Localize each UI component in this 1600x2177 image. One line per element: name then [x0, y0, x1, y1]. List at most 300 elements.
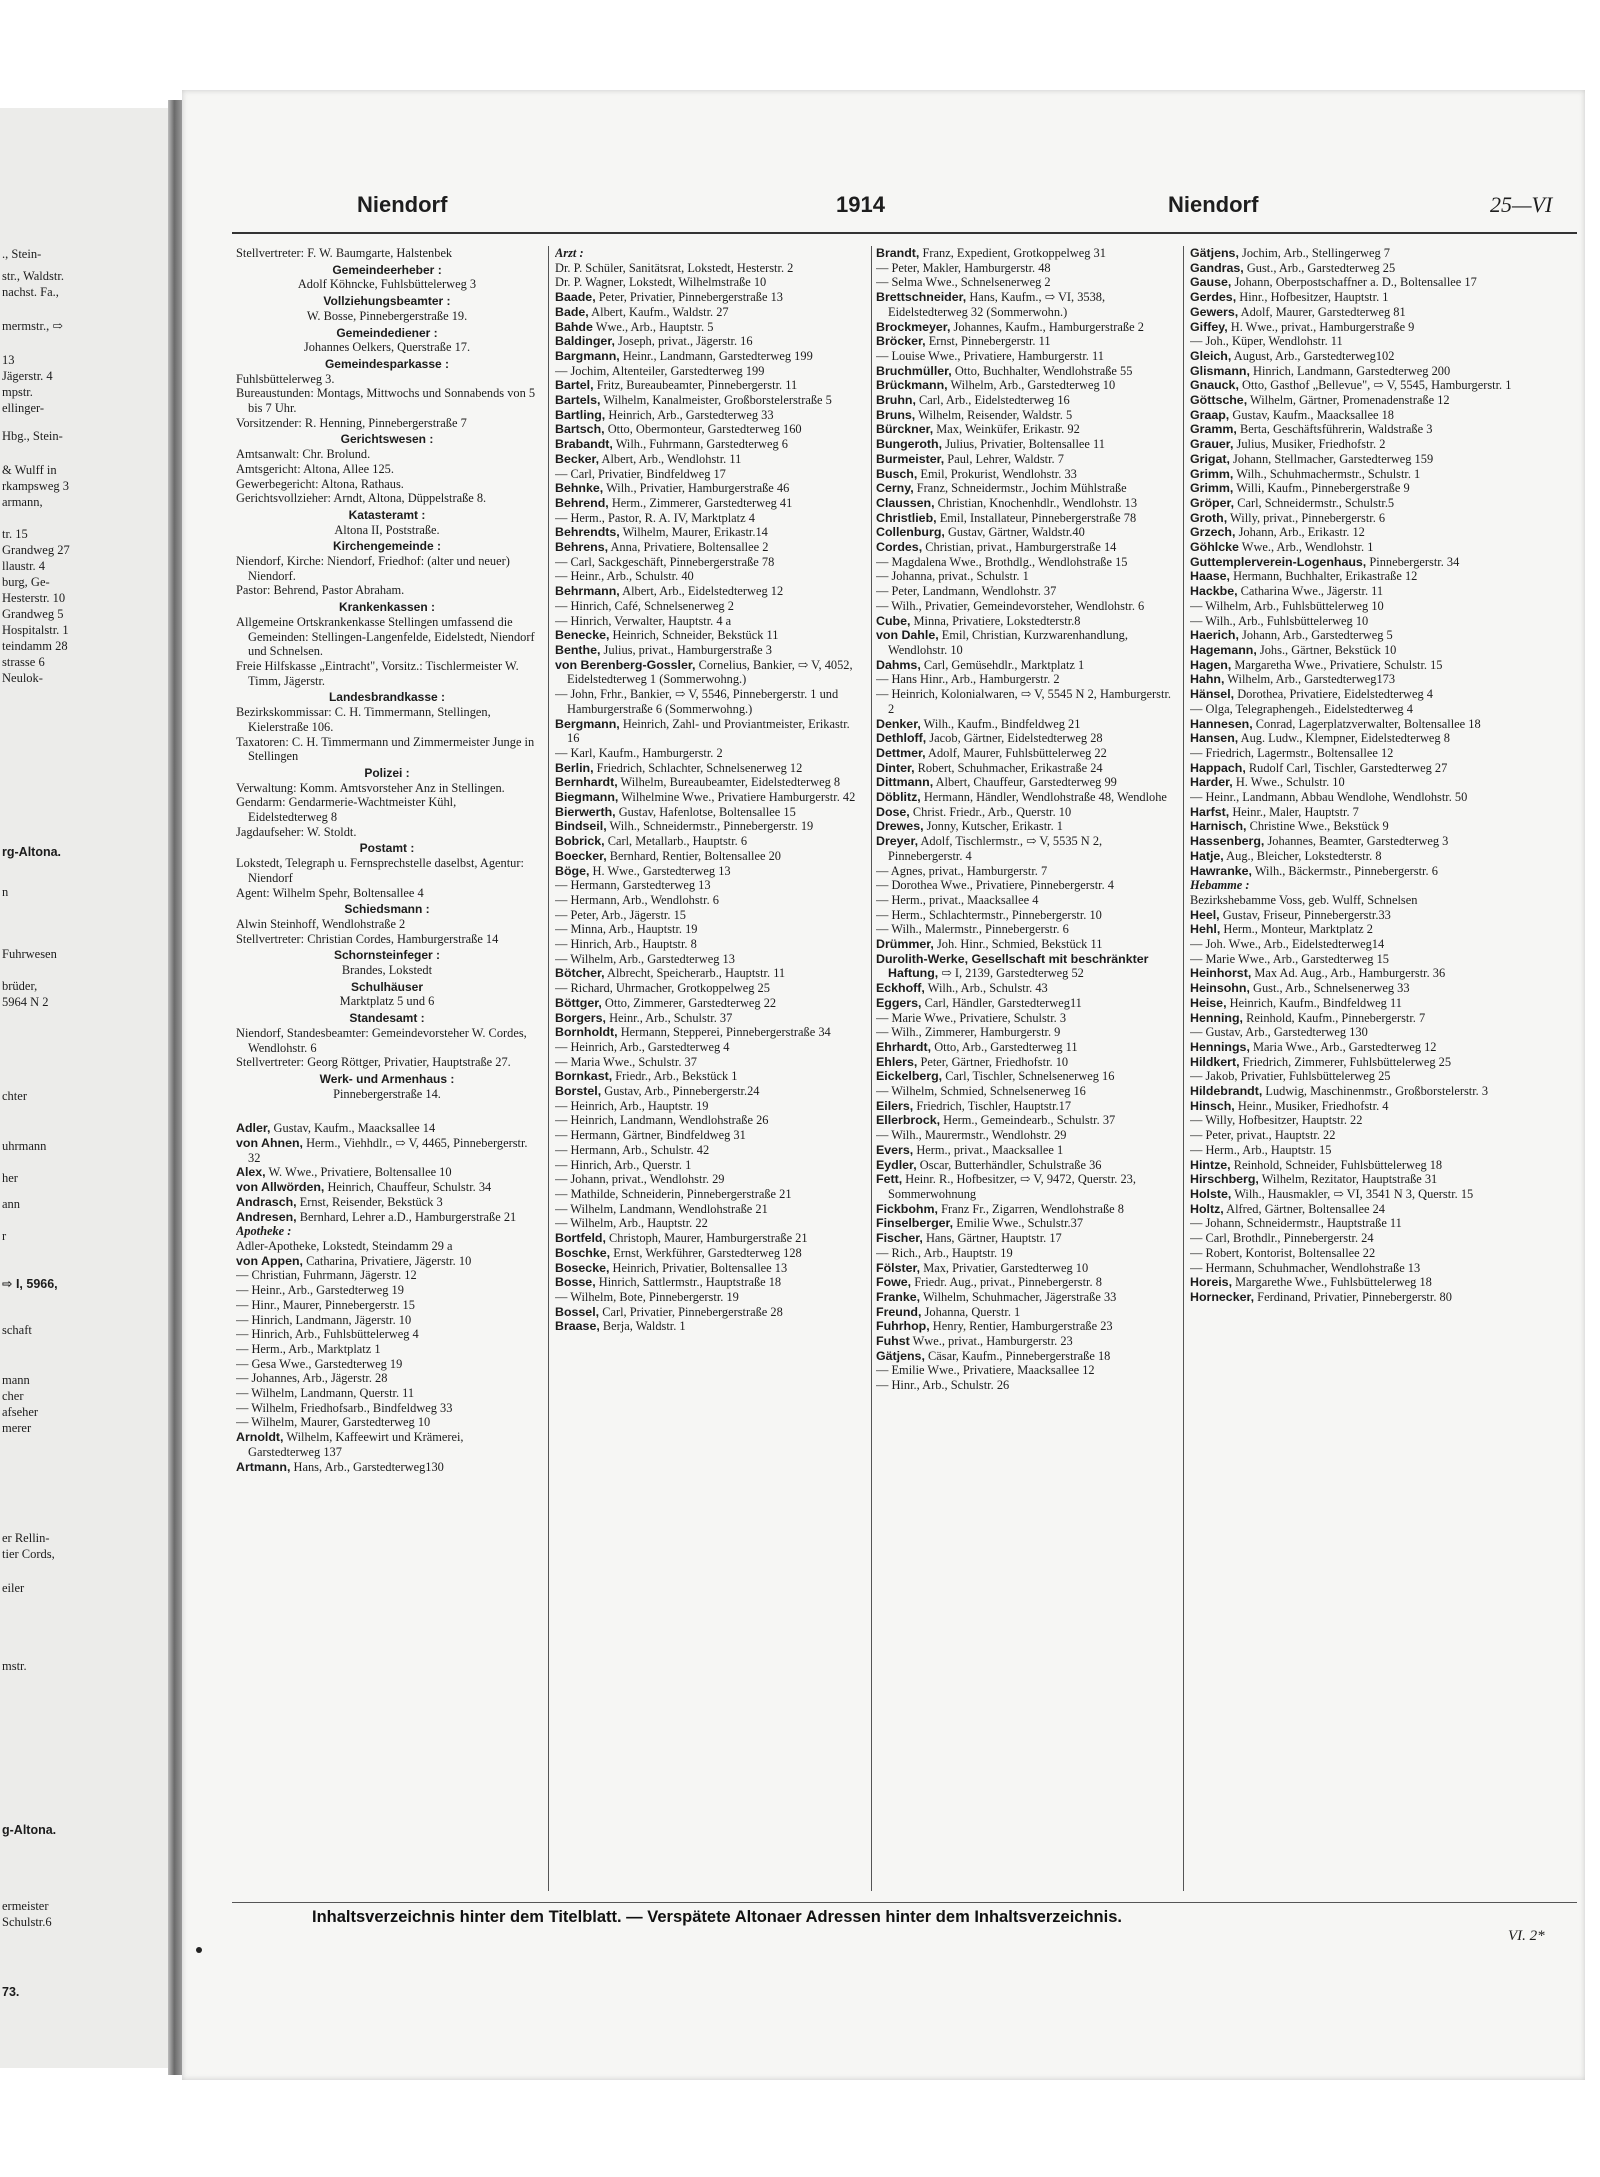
left-page-text: Schulstr.6	[2, 1915, 52, 1929]
left-page-text: & Wulff in	[2, 463, 57, 477]
directory-entry	[555, 937, 863, 952]
directory-entry	[1190, 1025, 1518, 1040]
entry-surname: Boecker,	[555, 848, 607, 863]
entry-text: — John, Frhr., Bankier, ⇨ V, 5546, Pinnebergerstr. 1 und Hamburgerstraße 6 (Sommerwohng.)	[555, 687, 839, 716]
directory-entry	[1190, 1084, 1518, 1099]
entry-surname: Haase,	[1190, 569, 1230, 584]
directory-entry	[555, 452, 863, 467]
directory-entry	[1190, 1172, 1518, 1187]
entry-text: — Heinr., Landmann, Abbau Wendlohe, Wendlohstr. 50	[1190, 790, 1468, 805]
entry-text: — Wilh., Zimmerer, Hamburgerstr. 9	[876, 1025, 1061, 1040]
entry-text: Wwe., Arb., Hauptstr. 5	[595, 319, 714, 334]
entry-surname: Hannesen,	[1190, 716, 1253, 731]
left-page-text: eiler	[2, 1581, 25, 1595]
entry-text: — Hinrich, Arb., Hauptstr. 8	[555, 937, 697, 952]
directory-entry	[876, 878, 1176, 893]
directory-entry	[876, 1128, 1176, 1143]
left-page-text: 13	[2, 353, 15, 367]
entry-surname: Glismann,	[1190, 363, 1250, 378]
directory-entry	[555, 981, 863, 996]
entry-surname: Braase,	[555, 1319, 600, 1334]
entry-text: Peter, Privatier, Pinnebergerstraße 13	[598, 290, 783, 305]
directory-entry	[555, 1246, 863, 1261]
entry-text: Herm., privat., Maacksallee 1	[916, 1142, 1064, 1157]
entry-surname: Bröcker,	[876, 334, 926, 349]
directory-entry	[555, 819, 863, 834]
directory-entry	[236, 386, 538, 415]
entry-surname: Bobrick,	[555, 834, 605, 849]
entry-text: Catharina Wwe., Jägerstr. 11	[1240, 584, 1384, 599]
directory-entry	[876, 981, 1176, 996]
directory-entry	[555, 525, 863, 540]
entry-surname: Bosecke,	[555, 1260, 610, 1275]
left-page-text: ⇨ I, 5966,	[2, 1277, 58, 1291]
directory-entry	[1190, 290, 1518, 305]
directory-entry	[876, 1069, 1176, 1084]
directory-entry	[236, 1386, 538, 1401]
directory-entry	[236, 1415, 538, 1430]
directory-entry	[555, 320, 863, 335]
entry-surname: Eckhoff,	[876, 981, 925, 996]
directory-entry	[1190, 702, 1518, 717]
directory-entry	[1190, 393, 1518, 408]
entry-surname: Hildkert,	[1190, 1054, 1240, 1069]
directory-entry	[555, 1202, 863, 1217]
entry-surname: Cordes,	[876, 540, 923, 555]
entry-surname: Haerich,	[1190, 628, 1239, 643]
directory-entry	[1190, 1011, 1518, 1026]
entry-surname: Borstel,	[555, 1084, 602, 1099]
directory-entry	[1190, 819, 1518, 834]
entry-surname: Benecke,	[555, 628, 610, 643]
entry-text: Herm., Monteur, Marktplatz 2	[1223, 922, 1373, 937]
entry-text: Wilhelm, Kanalmeister, Großborstelerstraße 5	[603, 393, 832, 408]
entry-surname: Brettschneider,	[876, 290, 967, 305]
entry-text: Hans, Kaufm., ⇨ VI, 3538, Eidelstedterweg 32 (Sommerwohn.)	[888, 290, 1106, 319]
directory-entry	[876, 349, 1176, 364]
left-page-text: tier Cords,	[2, 1547, 55, 1561]
entry-text: — Hermann, Arb., Wendlohstr. 6	[555, 892, 719, 907]
entry-surname: Hahn,	[1190, 672, 1225, 687]
entry-text: Wilhelm, Maurer, Erikastr.14	[622, 525, 768, 540]
directory-entry	[1190, 1099, 1518, 1114]
entry-text: — Heinrich, Kolonialwaren, ⇨ V, 5545 N 2, Hamburgerstr. 2	[876, 687, 1171, 716]
entry-text: Max, Privatier, Garstedterweg 10	[923, 1260, 1089, 1275]
directory-entry	[876, 467, 1176, 482]
section-heading	[236, 263, 538, 278]
entry-text: Gendarm: Gendarmerie-Wachtmeister Kühl, Eidelstedterweg 8	[236, 795, 457, 825]
directory-entry	[1190, 981, 1518, 996]
entry-text: Otto, Obermonteur, Garstedterweg 160	[607, 422, 802, 437]
left-page-text: schaft	[2, 1323, 32, 1337]
directory-entry	[555, 496, 863, 511]
left-page-text: Hesterstr. 10	[2, 591, 66, 605]
directory-entry	[1190, 261, 1518, 276]
directory-entry	[555, 511, 863, 526]
entry-text: — Heinrich, Arb., Hauptstr. 19	[555, 1098, 709, 1113]
entry-surname: Andrasch,	[236, 1194, 297, 1209]
left-page-text: llaustr. 4	[2, 559, 46, 573]
directory-entry	[1190, 496, 1518, 511]
directory-entry	[1190, 569, 1518, 584]
directory-entry	[555, 437, 863, 452]
directory-entry	[1190, 687, 1518, 702]
entry-surname: Adler,	[236, 1121, 271, 1136]
entry-surname: Harnisch,	[1190, 819, 1247, 834]
directory-entry	[555, 1231, 863, 1246]
entry-surname: Hirschberg,	[1190, 1172, 1259, 1187]
directory-entry	[876, 261, 1176, 276]
entry-text: Carl, Tischler, Schnelsenerweg 16	[945, 1069, 1115, 1084]
entry-text: — Louise Wwe., Privatiere, Hamburgerstr. 11	[876, 348, 1104, 363]
directory-entry	[1190, 349, 1518, 364]
entry-surname: Hornecker,	[1190, 1289, 1255, 1304]
entry-text: Christine Wwe., Bekstück 9	[1249, 819, 1389, 834]
directory-entry	[555, 717, 863, 746]
entry-text: Schornsteinfeger :	[333, 948, 441, 963]
directory-entry	[876, 246, 1176, 261]
directory-entry	[876, 393, 1176, 408]
directory-entry	[555, 746, 863, 761]
entry-text: Franz Fr., Zigarren, Wendlohstraße 8	[941, 1201, 1124, 1216]
entry-text: Friedrich, Zimmerer, Fuhlsbüttelerweg 25	[1242, 1054, 1452, 1069]
entry-text: — Selma Wwe., Schnelsenerweg 2	[876, 275, 1051, 290]
directory-entry	[876, 290, 1176, 319]
column-divider	[871, 246, 872, 1891]
directory-entry	[876, 1011, 1176, 1026]
entry-text: Wilhelm, Kaffeewirt und Krämerei, Garstedterweg 137	[248, 1430, 464, 1459]
entry-surname: Groth,	[1190, 510, 1228, 525]
left-page-text: tr. 15	[2, 527, 28, 541]
directory-entry	[1190, 893, 1518, 908]
entry-text: Franz, Schneidermstr., Jochim Mühlstraße	[916, 481, 1127, 496]
directory-entry	[1190, 1187, 1518, 1202]
entry-text: Emil, Prokurist, Wendlohstr. 33	[920, 466, 1077, 481]
directory-entry	[555, 467, 863, 482]
entry-text: Ernst, Pinnebergerstr. 11	[928, 334, 1051, 349]
left-page-text: burg, Ge-	[2, 575, 50, 589]
directory-entry	[1190, 658, 1518, 673]
directory-entry	[236, 1313, 538, 1328]
entry-text: Otto, Zimmerer, Garstedterweg 22	[604, 995, 777, 1010]
section-heading	[236, 508, 538, 523]
entry-text: — Peter, privat., Hauptstr. 22	[1190, 1128, 1336, 1143]
entry-text: Heinrich, Arb., Garstedterweg 33	[608, 407, 774, 422]
entry-text: Heinr., Maler, Hauptstr. 7	[1232, 804, 1359, 819]
entry-text: Bureaustunden: Montags, Mittwochs und Sonnabends von 5 bis 7 Uhr.	[236, 386, 536, 416]
entry-text: Allgemeine Ortskrankenkasse Stellingen umfassend die Gemeinden: Stellingen-Langenfelde, Eidelstedt, Niendorf und Schnelsen.	[236, 614, 535, 659]
entry-text: — Peter, Arb., Jägerstr. 15	[555, 907, 686, 922]
entry-text: Herm., Gemeindearb., Schulstr. 37	[943, 1113, 1116, 1128]
entry-text: — Hinrich, Landmann, Jägerstr. 10	[236, 1312, 412, 1327]
directory-entry	[555, 849, 863, 864]
directory-entry	[876, 731, 1176, 746]
entry-text: Vollziehungsbeamter :	[323, 294, 451, 309]
entry-surname: Bierwerth,	[555, 804, 616, 819]
entry-text: Willi, Kaufm., Pinnebergerstraße 9	[1236, 481, 1410, 496]
category-heading	[1190, 878, 1518, 893]
entry-text: Agent: Wilhelm Spehr, Boltensallee 4	[236, 885, 424, 900]
entry-surname: Böge,	[555, 863, 590, 878]
entry-surname: Bossel,	[555, 1304, 600, 1319]
entry-text: Stellvertreter: F. W. Baumgarte, Halstenbek	[236, 246, 453, 260]
column-2	[555, 246, 863, 1906]
header-rule	[232, 232, 1577, 234]
entry-text: Ernst, Reisender, Bekstück 3	[299, 1194, 443, 1209]
entry-text: — Jochim, Altenteiler, Garstedterweg 199	[555, 363, 765, 378]
entry-surname: Andresen,	[236, 1209, 297, 1224]
entry-surname: Bade,	[555, 304, 589, 319]
entry-surname: Bungeroth,	[876, 437, 943, 452]
directory-entry	[876, 1246, 1176, 1261]
entry-surname: Fischer,	[876, 1231, 923, 1246]
entry-surname: Hinsch,	[1190, 1098, 1235, 1113]
directory-entry	[236, 554, 538, 583]
directory-entry	[1190, 555, 1518, 570]
entry-text: — Wilhelm, Maurer, Garstedterweg 10	[236, 1415, 431, 1430]
entry-surname: Bartels,	[555, 393, 601, 408]
directory-entry	[876, 1040, 1176, 1055]
entry-text: — Wilhelm, Arb., Garstedterweg 13	[555, 951, 735, 966]
entry-text: Amtsgericht: Altona, Allee 125.	[236, 461, 394, 476]
directory-entry	[555, 1113, 863, 1128]
entry-text: — Wilhelm, Arb., Fuhlsbüttelerweg 10	[1190, 598, 1384, 613]
entry-text: Carl, Metallarb., Hauptstr. 6	[607, 834, 748, 849]
entry-surname: Dose,	[876, 804, 910, 819]
left-page-text: 73.	[2, 1985, 20, 1999]
entry-text: Gerichtswesen :	[340, 432, 434, 447]
entry-text: Wilhelm, Arb., Garstedterweg 10	[950, 378, 1116, 393]
left-page-text: ann	[2, 1197, 21, 1211]
directory-entry	[555, 584, 863, 599]
entry-surname: Fowe,	[876, 1275, 912, 1290]
entry-text: — Rich., Arb., Hauptstr. 19	[876, 1245, 1013, 1260]
entry-text: — Carl, Brothdlr., Pinnebergerstr. 24	[1190, 1231, 1374, 1246]
entry-text: — Wilh., Maurermstr., Wendlohstr. 29	[876, 1128, 1067, 1143]
entry-surname: Bortfeld,	[555, 1231, 606, 1246]
directory-entry	[555, 628, 863, 643]
directory-entry	[876, 1319, 1176, 1334]
entry-surname: Bernhardt,	[555, 775, 618, 790]
entry-text: Johann, Arb., Garstedterweg 5	[1242, 628, 1393, 643]
entry-surname: Grigat,	[1190, 451, 1230, 466]
entry-text: Wilh., Hausmakler, ⇨ VI, 3541 N 3, Querstr. 15	[1234, 1187, 1474, 1201]
directory-entry	[1190, 1202, 1518, 1217]
directory-entry	[876, 334, 1176, 349]
entry-text: Gerichtsvollzieher: Arndt, Altona, Düppelstraße 8.	[236, 491, 487, 506]
directory-entry	[555, 1158, 863, 1173]
entry-text: Julius, Privatier, Boltensallee 11	[945, 437, 1105, 452]
entry-surname: Hatje,	[1190, 848, 1224, 863]
entry-surname: Böttger,	[555, 995, 602, 1010]
directory-entry	[1190, 467, 1518, 482]
entry-text: — Wilh., Malermstr., Pinnebergerstr. 6	[876, 922, 1069, 937]
entry-surname: Harfst,	[1190, 804, 1230, 819]
entry-text: Carl, Arb., Eidelstedterweg 16	[919, 393, 1070, 408]
directory-entry	[236, 416, 538, 431]
directory-entry	[236, 825, 538, 840]
directory-entry	[1190, 775, 1518, 790]
category-heading	[555, 246, 863, 261]
directory-entry	[876, 937, 1176, 952]
entry-text: Pastor: Behrend, Pastor Abraham.	[236, 583, 405, 598]
directory-entry	[1190, 731, 1518, 746]
directory-entry	[236, 1283, 538, 1298]
entry-surname: Biegmann,	[555, 790, 619, 805]
entry-text: — Hermann, Gärtner, Bindfeldweg 31	[555, 1128, 746, 1143]
entry-text: Pinnebergerstr. 34	[1369, 554, 1460, 569]
directory-entry	[1190, 305, 1518, 320]
directory-entry	[1190, 511, 1518, 526]
directory-entry	[1190, 805, 1518, 820]
entry-surname: Franke,	[876, 1289, 921, 1304]
entry-text: — Mathilde, Schneiderin, Pinnebergerstraße 21	[555, 1187, 792, 1201]
entry-surname: Behrmann,	[555, 584, 620, 599]
entry-text: Henry, Rentier, Hamburgerstraße 23	[932, 1319, 1113, 1334]
directory-entry	[1190, 1040, 1518, 1055]
directory-entry	[1190, 717, 1518, 732]
directory-entry	[1190, 966, 1518, 981]
section-entry	[236, 963, 538, 978]
book-gutter	[168, 100, 182, 2075]
directory-entry	[876, 658, 1176, 673]
directory-entry	[876, 1055, 1176, 1070]
entry-text: Peter, Gärtner, Friedhofstr. 10	[920, 1054, 1069, 1069]
directory-entry	[1190, 614, 1518, 629]
directory-entry	[876, 1349, 1176, 1364]
entry-text: — Hermann, Garstedterweg 13	[555, 878, 711, 893]
section-entry	[236, 523, 538, 538]
directory-entry	[555, 966, 863, 981]
entry-text: Kirchengemeinde :	[332, 539, 442, 554]
entry-text: Albert, Kaufm., Waldstr. 27	[591, 304, 729, 319]
entry-text: Taxatoren: C. H. Timmermann und Zimmermeister Junge in Stellingen	[236, 734, 535, 764]
entry-text: Joh. Hinr., Schmied, Bekstück 11	[936, 937, 1103, 952]
directory-entry	[555, 643, 863, 658]
directory-entry	[1190, 922, 1518, 937]
directory-entry	[1190, 1216, 1518, 1231]
column-4	[1190, 246, 1518, 1906]
directory-entry	[1190, 790, 1518, 805]
entry-surname: Dahms,	[876, 657, 921, 672]
directory-entry	[1190, 1275, 1518, 1290]
directory-entry	[876, 422, 1176, 437]
entry-text: — Wilh., Privatier, Gemeindevorsteher, Wendlohstr. 6	[876, 598, 1145, 613]
directory-entry	[555, 1172, 863, 1187]
entry-surname: Guttemplerverein-Logenhaus,	[1190, 554, 1367, 569]
entry-text: Johannes Oelkers, Querstraße 17.	[303, 340, 471, 355]
entry-surname: Finselberger,	[876, 1216, 954, 1231]
directory-entry	[1190, 1128, 1518, 1143]
entry-text: — Herm., Arb., Hauptstr. 15	[1190, 1142, 1332, 1157]
entry-text: Johann, Oberpostschaffner a. D., Boltensallee 17	[1234, 275, 1477, 290]
entry-surname: Hansen,	[1190, 731, 1239, 746]
entry-text: Wilhelm, Arb., Garstedterweg173	[1227, 672, 1396, 687]
entry-surname: Gröper,	[1190, 495, 1235, 510]
directory-entry	[876, 1099, 1176, 1114]
signature-mark: VI. 2*	[1508, 1928, 1545, 1944]
entry-text: Carl, Gemüsehdlr., Marktplatz 1	[923, 657, 1085, 672]
entry-text: Heinr., Landmann, Garstedterweg 199	[622, 348, 813, 363]
directory-entry	[876, 628, 1176, 657]
entry-text: Berja, Waldstr. 1	[602, 1319, 686, 1334]
entry-text: Heinr., Arb., Schulstr. 37	[609, 1010, 733, 1025]
entry-text: Maria Wwe., Arb., Garstedterweg 12	[1253, 1039, 1437, 1054]
entry-surname: Hagen,	[1190, 657, 1232, 672]
entry-text: Wilhelmine Wwe., Privatiere Hamburgerstr. 42	[621, 790, 856, 805]
entry-text: Reinhold, Schneider, Fuhlsbüttelerweg 18	[1233, 1157, 1443, 1172]
column-1	[236, 246, 538, 1906]
directory-entry	[876, 1231, 1176, 1246]
header-left-title: Niendorf	[357, 192, 448, 217]
entry-surname: Artmann,	[236, 1459, 291, 1474]
entry-surname: Bargmann,	[555, 348, 620, 363]
entry-text: Paul, Lehrer, Waldstr. 7	[947, 451, 1064, 466]
directory-entry	[876, 1143, 1176, 1158]
footer-rule	[232, 1902, 1577, 1903]
entry-surname: Gewers,	[1190, 304, 1239, 319]
left-page-text: str., Waldstr.	[2, 269, 64, 283]
entry-surname: Heel,	[1190, 907, 1220, 922]
directory-entry	[1190, 364, 1518, 379]
entry-text: — Karl, Kaufm., Hamburgerstr. 2	[555, 745, 723, 760]
entry-text: — Heinrich, Arb., Garstedterweg 4	[555, 1039, 730, 1054]
directory-entry	[555, 290, 863, 305]
entry-text: Otto, Buchhalter, Wendlohstraße 55	[954, 363, 1133, 378]
entry-text: Carl, Privatier, Pinnebergerstraße 28	[602, 1304, 783, 1319]
left-page-fragment	[0, 108, 168, 2068]
entry-surname: Drümmer,	[876, 937, 934, 952]
entry-text: Heinr. R., Hofbesitzer, ⇨ V, 9472, Querstr. 23, Sommerwohnung	[888, 1172, 1136, 1201]
entry-text: W. Wwe., Privatiere, Boltensallee 10	[268, 1165, 452, 1180]
directory-entry	[555, 1290, 863, 1305]
directory-entry	[236, 1460, 538, 1475]
section-heading	[236, 1072, 538, 1087]
entry-text: Gemeindediener :	[336, 325, 438, 340]
entry-surname: Ehlers,	[876, 1054, 918, 1069]
entry-surname: Fett,	[876, 1172, 903, 1187]
entry-surname: Borgers,	[555, 1010, 606, 1025]
entry-text: Wilhelm, Rezitator, Hauptstraße 31	[1261, 1172, 1438, 1187]
directory-entry	[1190, 1290, 1518, 1305]
entry-surname: Bornholdt,	[555, 1025, 618, 1040]
entry-surname: Gandras,	[1190, 260, 1244, 275]
entry-text: Niendorf, Kirche: Niendorf, Friedhof: (alter und neuer) Niendorf.	[236, 554, 510, 583]
directory-entry	[1190, 408, 1518, 423]
entry-text: Wilhelm, Gärtner, Promenadenstraße 12	[1250, 393, 1450, 408]
entry-text: Christian, Knochenhdlr., Wendlohstr. 13	[937, 495, 1138, 510]
entry-surname: Claussen,	[876, 495, 935, 510]
entry-surname: Behrendts,	[555, 525, 620, 540]
entry-text: Catharina, Privatiere, Jägerstr. 10	[306, 1253, 472, 1268]
directory-entry	[555, 1084, 863, 1099]
directory-entry	[236, 1401, 538, 1416]
entry-text: Robert, Schuhmacher, Erikastraße 24	[917, 760, 1103, 775]
entry-text: Postamt :	[359, 841, 415, 856]
left-page-text: Hospitalstr. 1	[2, 623, 69, 637]
entry-surname: Hehl,	[1190, 922, 1221, 937]
directory-entry	[876, 805, 1176, 820]
directory-entry	[236, 886, 538, 901]
entry-surname: Eggers,	[876, 995, 922, 1010]
section-heading	[236, 432, 538, 447]
entry-surname: Dettmer,	[876, 745, 926, 760]
directory-entry	[876, 790, 1176, 805]
entry-text: Cornelius, Bankier, ⇨ V, 4052, Eidelstedterweg 1 (Sommerwohng.)	[567, 657, 853, 687]
entry-text: Otto, Gasthof „Bellevue", ⇨ V, 5545, Hamburgerstr. 1	[1242, 378, 1512, 393]
entry-surname: Henning,	[1190, 1010, 1243, 1025]
directory-entry	[236, 1195, 538, 1210]
